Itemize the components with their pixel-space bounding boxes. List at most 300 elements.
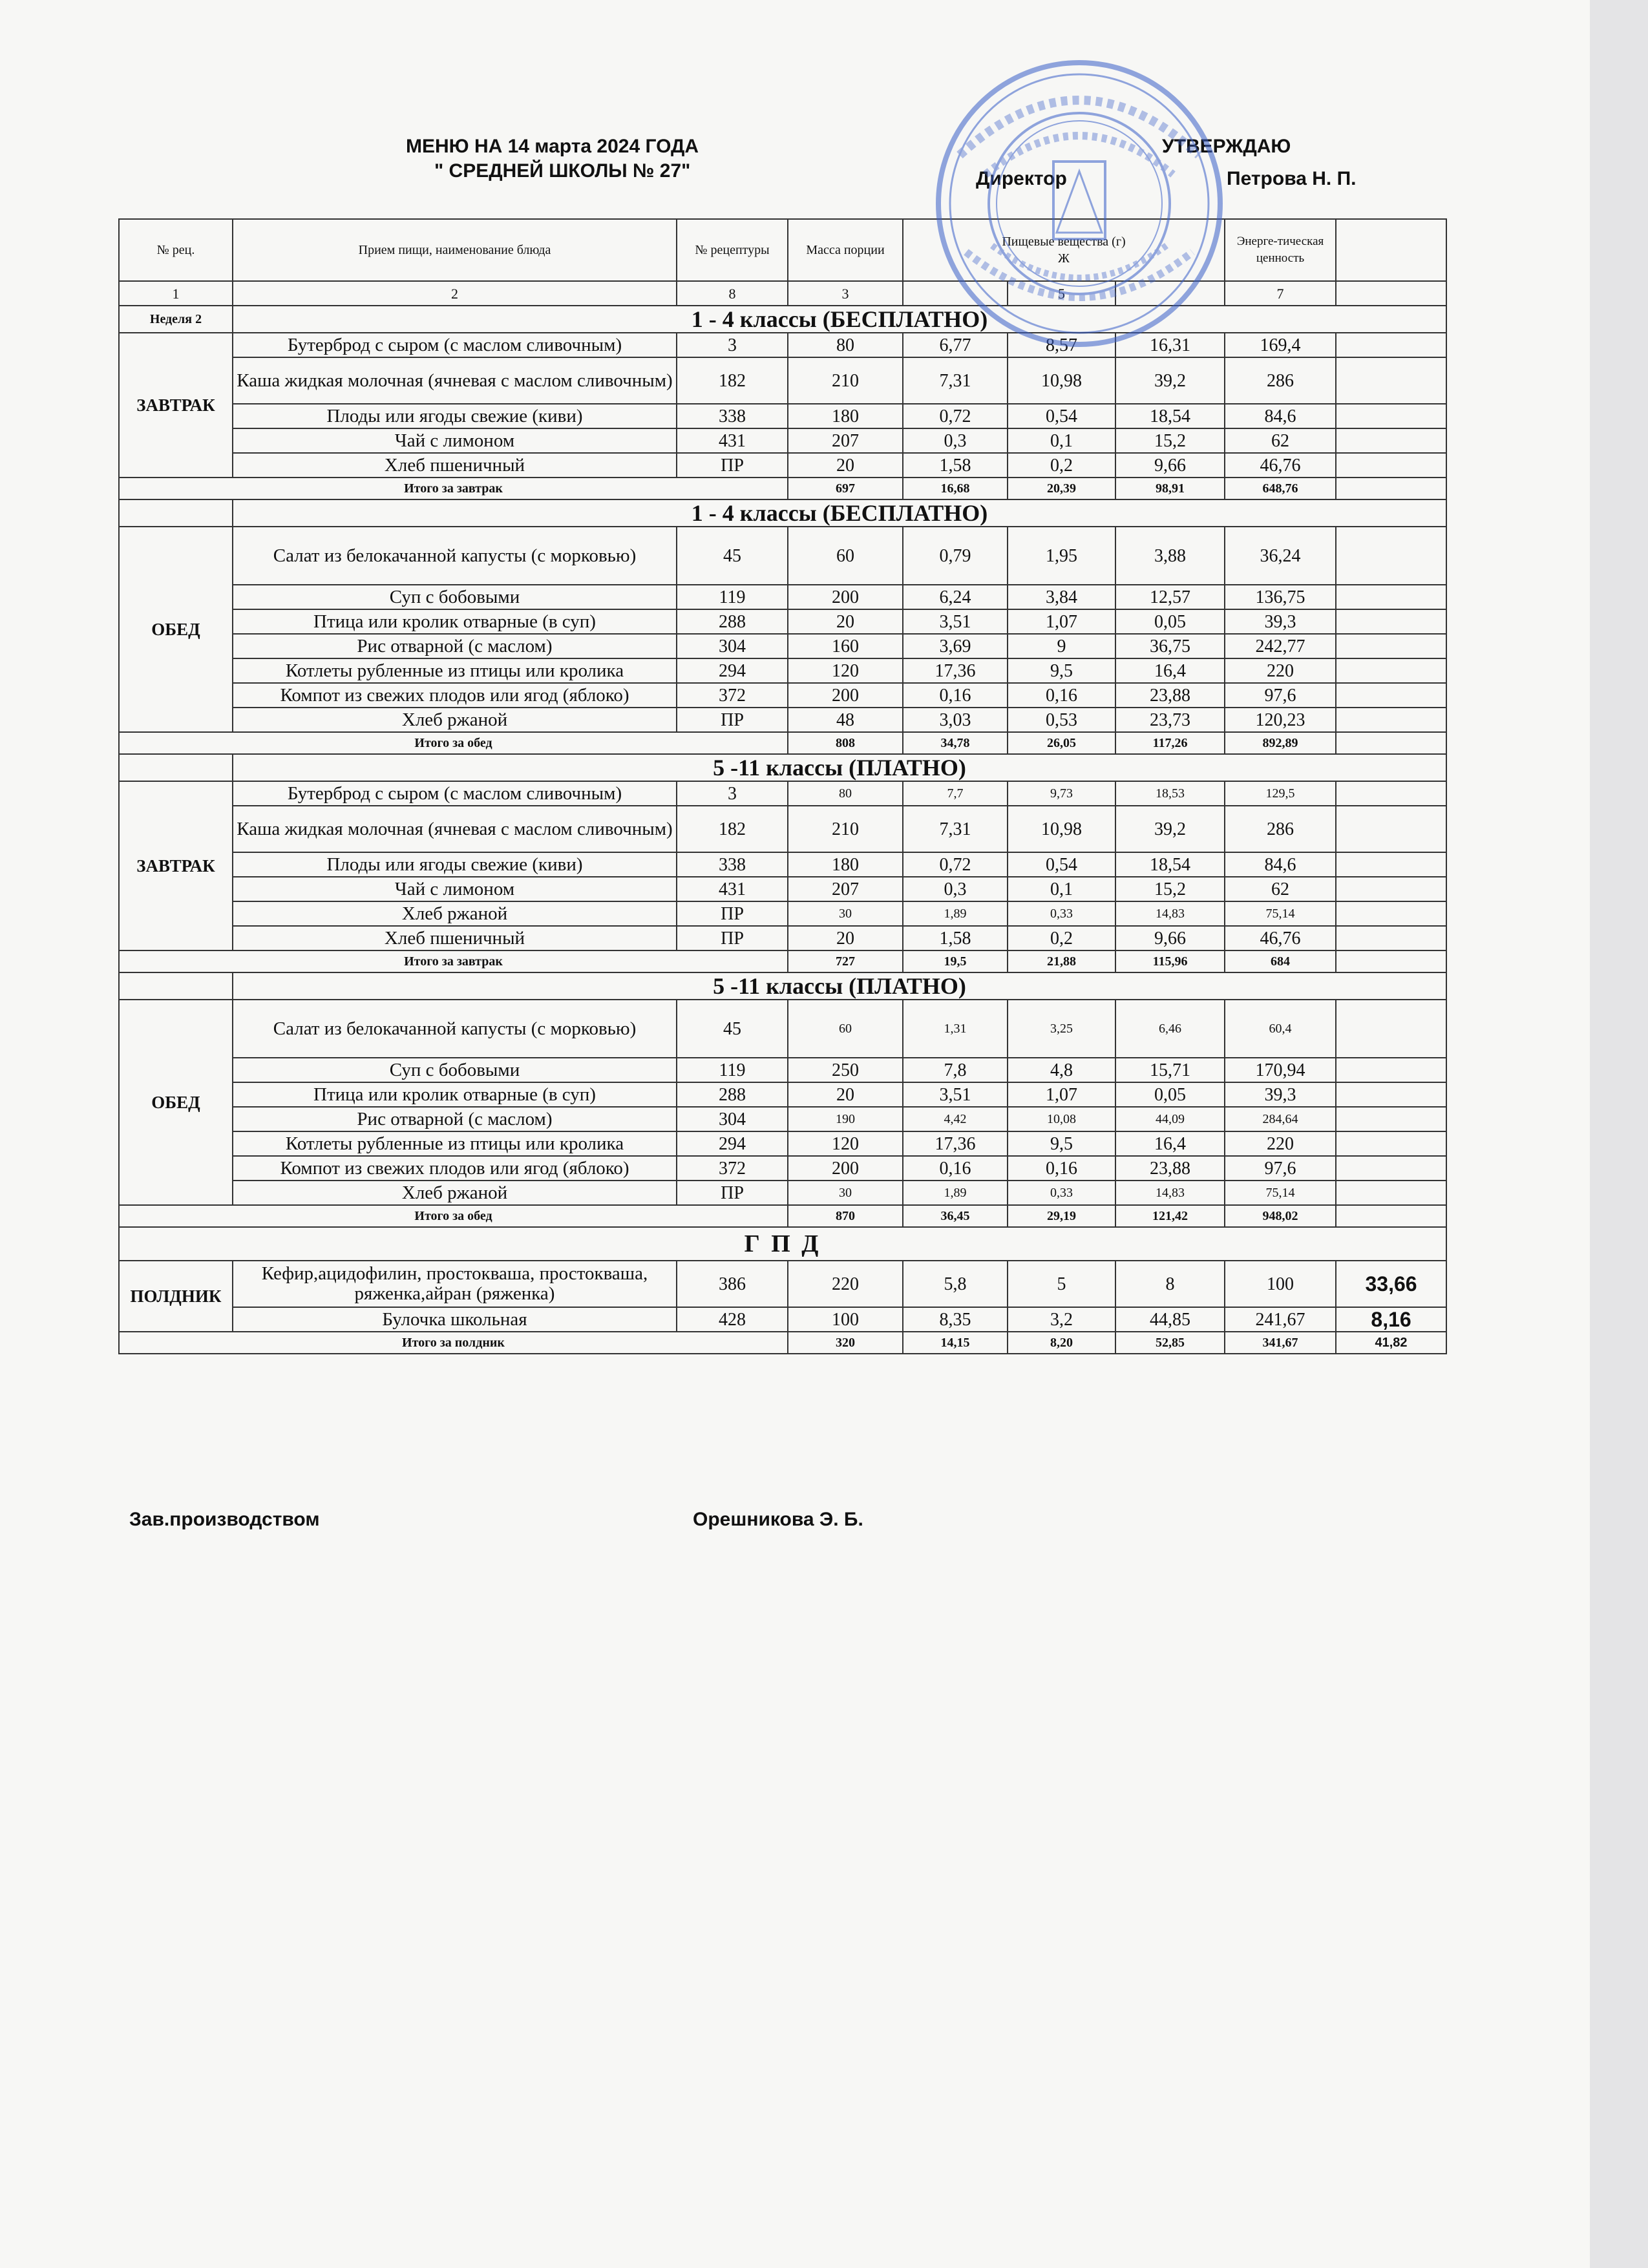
recipe-number: ПР <box>677 453 788 478</box>
protein: 1,58 <box>903 453 1008 478</box>
fat: 1,07 <box>1008 1082 1115 1107</box>
portion-mass: 100 <box>788 1307 903 1332</box>
total-protein: 19,5 <box>903 950 1008 972</box>
energy: 75,14 <box>1225 901 1336 926</box>
energy: 169,4 <box>1225 333 1336 357</box>
fat: 1,07 <box>1008 609 1115 634</box>
portion-mass: 48 <box>788 708 903 732</box>
col-header-energy: Энерге-тическая ценность <box>1225 219 1336 281</box>
recipe-number: 288 <box>677 1082 788 1107</box>
col-header-extra <box>1336 219 1446 281</box>
dish-name: Булочка школьная <box>233 1307 677 1332</box>
recipe-number: 3 <box>677 781 788 806</box>
energy: 97,6 <box>1225 683 1336 708</box>
col-num-9 <box>1336 281 1446 306</box>
recipe-number: 294 <box>677 1131 788 1156</box>
week-label: Неделя 2 <box>119 306 233 333</box>
portion-mass: 20 <box>788 926 903 950</box>
protein: 0,3 <box>903 877 1008 901</box>
recipe-number: 182 <box>677 357 788 404</box>
table-row <box>119 852 1446 877</box>
recipe-number: 304 <box>677 1107 788 1131</box>
protein: 3,69 <box>903 634 1008 658</box>
total-carbs: 52,85 <box>1115 1332 1225 1354</box>
protein: 3,51 <box>903 609 1008 634</box>
carbs: 18,54 <box>1115 404 1225 428</box>
price: 8,16 <box>1336 1307 1446 1332</box>
protein: 0,3 <box>903 428 1008 453</box>
col-num-8: 7 <box>1225 281 1336 306</box>
portion-mass: 20 <box>788 453 903 478</box>
dish-name: Бутерброд с сыром (с маслом сливочным) <box>233 781 677 806</box>
price-empty <box>1336 1131 1446 1156</box>
dish-name: Хлеб ржаной <box>233 1181 677 1205</box>
dish-name: Котлеты рубленные из птицы или кролика <box>233 1131 677 1156</box>
carbs: 39,2 <box>1115 357 1225 404</box>
carbs: 6,46 <box>1115 1000 1225 1058</box>
total-price-empty <box>1336 732 1446 754</box>
table-row <box>119 1082 1446 1107</box>
document-title: МЕНЮ НА 14 марта 2024 ГОДА <box>406 136 699 157</box>
recipe-number: 288 <box>677 609 788 634</box>
portion-mass: 30 <box>788 901 903 926</box>
total-fat: 21,88 <box>1008 950 1115 972</box>
carbs: 16,4 <box>1115 1131 1225 1156</box>
total-protein: 36,45 <box>903 1205 1008 1227</box>
price-empty <box>1336 781 1446 806</box>
price-empty <box>1336 926 1446 950</box>
fat: 0,53 <box>1008 708 1115 732</box>
carbs: 44,85 <box>1115 1307 1225 1332</box>
table-row <box>119 1181 1446 1205</box>
dish-name: Компот из свежих плодов или ягод (яблоко) <box>233 1156 677 1181</box>
protein: 3,51 <box>903 1082 1008 1107</box>
price-empty <box>1336 333 1446 357</box>
section-row <box>119 499 1446 527</box>
protein: 0,79 <box>903 527 1008 585</box>
carbs: 16,31 <box>1115 333 1225 357</box>
approval-label: УТВЕРЖДАЮ <box>1162 136 1291 157</box>
carbs: 18,54 <box>1115 852 1225 877</box>
table-row <box>119 658 1446 683</box>
meal-label: ОБЕД <box>119 527 233 732</box>
total-protein: 16,68 <box>903 478 1008 499</box>
carbs: 9,66 <box>1115 926 1225 950</box>
table-row <box>119 926 1446 950</box>
portion-mass: 207 <box>788 428 903 453</box>
fat: 10,08 <box>1008 1107 1115 1131</box>
energy: 46,76 <box>1225 926 1336 950</box>
table-row <box>119 527 1446 585</box>
price-empty <box>1336 806 1446 852</box>
nutrients-label: Пищевые вещества (г) <box>1002 235 1126 249</box>
section-spacer <box>119 972 233 1000</box>
portion-mass: 200 <box>788 683 903 708</box>
footer-role: Зав.производством <box>129 1509 320 1530</box>
portion-mass: 120 <box>788 658 903 683</box>
total-mass: 320 <box>788 1332 903 1354</box>
fat: 0,16 <box>1008 1156 1115 1181</box>
total-label: Итого за завтрак <box>119 478 788 499</box>
total-carbs: 121,42 <box>1115 1205 1225 1227</box>
fat: 0,33 <box>1008 1181 1115 1205</box>
table-row <box>119 585 1446 609</box>
total-fat: 29,19 <box>1008 1205 1115 1227</box>
table-row <box>119 1131 1446 1156</box>
dish-name: Птица или кролик отварные (в суп) <box>233 1082 677 1107</box>
price-empty <box>1336 1156 1446 1181</box>
fat: 0,1 <box>1008 428 1115 453</box>
dish-name: Рис отварной (с маслом) <box>233 1107 677 1131</box>
total-label: Итого за обед <box>119 1205 788 1227</box>
recipe-number: ПР <box>677 1181 788 1205</box>
fat: 0,54 <box>1008 852 1115 877</box>
price-empty <box>1336 877 1446 901</box>
gpd-title: Г П Д <box>119 1227 1446 1261</box>
protein: 4,42 <box>903 1107 1008 1131</box>
portion-mass: 200 <box>788 1156 903 1181</box>
fat: 4,8 <box>1008 1058 1115 1082</box>
table-row <box>119 1107 1446 1131</box>
energy: 100 <box>1225 1261 1336 1307</box>
recipe-number: 182 <box>677 806 788 852</box>
price-empty <box>1336 428 1446 453</box>
protein: 0,16 <box>903 1156 1008 1181</box>
section-title: 1 - 4 классы (БЕСПЛАТНО) <box>233 306 1446 333</box>
protein: 6,24 <box>903 585 1008 609</box>
total-price: 41,82 <box>1336 1332 1446 1354</box>
price-empty <box>1336 357 1446 404</box>
fat: 9,5 <box>1008 1131 1115 1156</box>
fat: 0,54 <box>1008 404 1115 428</box>
price-empty <box>1336 1181 1446 1205</box>
meal-label: ПОЛДНИК <box>119 1261 233 1332</box>
table-row <box>119 877 1446 901</box>
col-header-mass: Масса порции <box>788 219 903 281</box>
table-row <box>119 428 1446 453</box>
carbs: 15,2 <box>1115 428 1225 453</box>
total-row <box>119 1332 1446 1354</box>
portion-mass: 120 <box>788 1131 903 1156</box>
carbs: 23,88 <box>1115 1156 1225 1181</box>
fat: 0,1 <box>1008 877 1115 901</box>
total-label: Итого за полдник <box>119 1332 788 1354</box>
energy: 136,75 <box>1225 585 1336 609</box>
total-energy: 948,02 <box>1225 1205 1336 1227</box>
energy: 129,5 <box>1225 781 1336 806</box>
total-fat: 8,20 <box>1008 1332 1115 1354</box>
price-empty <box>1336 901 1446 926</box>
protein: 1,89 <box>903 1181 1008 1205</box>
table-row <box>119 634 1446 658</box>
total-energy: 892,89 <box>1225 732 1336 754</box>
section-title: 1 - 4 классы (БЕСПЛАТНО) <box>233 499 1446 527</box>
portion-mass: 200 <box>788 585 903 609</box>
price-empty <box>1336 453 1446 478</box>
protein: 8,35 <box>903 1307 1008 1332</box>
protein: 0,16 <box>903 683 1008 708</box>
price-empty <box>1336 404 1446 428</box>
portion-mass: 30 <box>788 1181 903 1205</box>
price-empty <box>1336 609 1446 634</box>
protein: 1,58 <box>903 926 1008 950</box>
total-carbs: 98,91 <box>1115 478 1225 499</box>
dish-name: Салат из белокачанной капусты (с морковью) <box>233 527 677 585</box>
table-row <box>119 609 1446 634</box>
recipe-number: 45 <box>677 1000 788 1058</box>
price-empty <box>1336 1082 1446 1107</box>
dish-name: Каша жидкая молочная (ячневая с маслом сливочным) <box>233 357 677 404</box>
total-fat: 20,39 <box>1008 478 1115 499</box>
col-num-2: 2 <box>233 281 677 306</box>
total-price-empty <box>1336 950 1446 972</box>
energy: 39,3 <box>1225 1082 1336 1107</box>
director-label: Директор <box>976 168 1067 189</box>
meal-label: ОБЕД <box>119 1000 233 1205</box>
total-row <box>119 950 1446 972</box>
carbs: 14,83 <box>1115 901 1225 926</box>
recipe-number: 431 <box>677 877 788 901</box>
dish-name: Каша жидкая молочная (ячневая с маслом сливочным) <box>233 806 677 852</box>
col-header-num: № рец. <box>119 219 233 281</box>
fat: 0,33 <box>1008 901 1115 926</box>
carbs: 0,05 <box>1115 609 1225 634</box>
carbs: 14,83 <box>1115 1181 1225 1205</box>
table-row <box>119 1156 1446 1181</box>
total-label: Итого за завтрак <box>119 950 788 972</box>
carbs: 36,75 <box>1115 634 1225 658</box>
portion-mass: 180 <box>788 852 903 877</box>
total-carbs: 117,26 <box>1115 732 1225 754</box>
section-row <box>119 306 1446 333</box>
dish-name: Кефир,ацидофилин, простокваша, простокваша, ряженка,айран (ряженка) <box>233 1261 677 1307</box>
protein: 0,72 <box>903 404 1008 428</box>
total-energy: 648,76 <box>1225 478 1336 499</box>
fat: 9 <box>1008 634 1115 658</box>
dish-name: Хлеб пшеничный <box>233 926 677 950</box>
portion-mass: 20 <box>788 1082 903 1107</box>
total-mass: 697 <box>788 478 903 499</box>
fat: 0,2 <box>1008 926 1115 950</box>
carbs: 15,2 <box>1115 877 1225 901</box>
protein: 17,36 <box>903 1131 1008 1156</box>
dish-name: Хлеб ржаной <box>233 708 677 732</box>
carbs: 0,05 <box>1115 1082 1225 1107</box>
energy: 84,6 <box>1225 404 1336 428</box>
carbs: 23,73 <box>1115 708 1225 732</box>
price-empty <box>1336 527 1446 585</box>
col-num-6: 5 <box>1008 281 1115 306</box>
table-row <box>119 453 1446 478</box>
recipe-number: 119 <box>677 585 788 609</box>
section-title: 5 -11 классы (ПЛАТНО) <box>233 972 1446 1000</box>
table-row <box>119 1307 1446 1332</box>
protein: 7,8 <box>903 1058 1008 1082</box>
table-row <box>119 404 1446 428</box>
dish-name: Чай с лимоном <box>233 428 677 453</box>
recipe-number: 428 <box>677 1307 788 1332</box>
protein: 7,7 <box>903 781 1008 806</box>
carbs: 15,71 <box>1115 1058 1225 1082</box>
energy: 62 <box>1225 877 1336 901</box>
energy: 220 <box>1225 658 1336 683</box>
recipe-number: 338 <box>677 852 788 877</box>
dish-name: Суп с бобовыми <box>233 585 677 609</box>
energy: 241,67 <box>1225 1307 1336 1332</box>
total-row <box>119 1205 1446 1227</box>
dish-name: Рис отварной (с маслом) <box>233 634 677 658</box>
fat: 9,73 <box>1008 781 1115 806</box>
portion-mass: 80 <box>788 333 903 357</box>
protein: 7,31 <box>903 357 1008 404</box>
section-spacer <box>119 499 233 527</box>
fat: 3,25 <box>1008 1000 1115 1058</box>
energy: 286 <box>1225 806 1336 852</box>
price-empty <box>1336 683 1446 708</box>
recipe-number: 294 <box>677 658 788 683</box>
recipe-number: ПР <box>677 901 788 926</box>
col-num-3: 8 <box>677 281 788 306</box>
fat: 3,2 <box>1008 1307 1115 1332</box>
dish-name: Птица или кролик отварные (в суп) <box>233 609 677 634</box>
official-stamp <box>921 58 1238 349</box>
director-name: Петрова Н. П. <box>1227 168 1357 189</box>
recipe-number: 431 <box>677 428 788 453</box>
section-row <box>119 972 1446 1000</box>
carbs: 23,88 <box>1115 683 1225 708</box>
price-empty <box>1336 634 1446 658</box>
dish-name: Компот из свежих плодов или ягод (яблоко) <box>233 683 677 708</box>
fat: 1,95 <box>1008 527 1115 585</box>
total-energy: 684 <box>1225 950 1336 972</box>
portion-mass: 20 <box>788 609 903 634</box>
dish-name: Хлеб пшеничный <box>233 453 677 478</box>
fat: 5 <box>1008 1261 1115 1307</box>
total-carbs: 115,96 <box>1115 950 1225 972</box>
protein: 6,77 <box>903 333 1008 357</box>
fat: 10,98 <box>1008 357 1115 404</box>
total-fat: 26,05 <box>1008 732 1115 754</box>
energy: 220 <box>1225 1131 1336 1156</box>
dish-name: Чай с лимоном <box>233 877 677 901</box>
total-label: Итого за обед <box>119 732 788 754</box>
protein: 5,8 <box>903 1261 1008 1307</box>
table-row <box>119 1058 1446 1082</box>
carbs: 9,66 <box>1115 453 1225 478</box>
protein: 3,03 <box>903 708 1008 732</box>
total-price-empty <box>1336 478 1446 499</box>
scan-edge <box>1590 0 1648 2268</box>
table-row <box>119 1261 1446 1307</box>
table-row <box>119 806 1446 852</box>
fat: 0,2 <box>1008 453 1115 478</box>
energy: 84,6 <box>1225 852 1336 877</box>
recipe-number: 119 <box>677 1058 788 1082</box>
dish-name: Плоды или ягоды свежие (киви) <box>233 852 677 877</box>
price-empty <box>1336 708 1446 732</box>
portion-mass: 160 <box>788 634 903 658</box>
total-protein: 34,78 <box>903 732 1008 754</box>
total-protein: 14,15 <box>903 1332 1008 1354</box>
meal-label: ЗАВТРАК <box>119 333 233 478</box>
energy: 62 <box>1225 428 1336 453</box>
carbs: 12,57 <box>1115 585 1225 609</box>
energy: 46,76 <box>1225 453 1336 478</box>
dish-name: Хлеб ржаной <box>233 901 677 926</box>
section-row <box>119 1227 1446 1261</box>
energy: 36,24 <box>1225 527 1336 585</box>
energy: 39,3 <box>1225 609 1336 634</box>
dish-name: Суп с бобовыми <box>233 1058 677 1082</box>
carbs: 3,88 <box>1115 527 1225 585</box>
menu-table <box>118 218 1447 1354</box>
price-empty <box>1336 1058 1446 1082</box>
recipe-number: 372 <box>677 683 788 708</box>
price-empty <box>1336 1107 1446 1131</box>
portion-mass: 60 <box>788 1000 903 1058</box>
total-energy: 341,67 <box>1225 1332 1336 1354</box>
fat: 9,5 <box>1008 658 1115 683</box>
portion-mass: 207 <box>788 877 903 901</box>
meal-label: ЗАВТРАК <box>119 781 233 950</box>
total-price-empty <box>1336 1205 1446 1227</box>
recipe-number: ПР <box>677 926 788 950</box>
dish-name: Котлеты рубленные из птицы или кролика <box>233 658 677 683</box>
protein: 17,36 <box>903 658 1008 683</box>
portion-mass: 210 <box>788 357 903 404</box>
portion-mass: 250 <box>788 1058 903 1082</box>
table-row <box>119 901 1446 926</box>
portion-mass: 210 <box>788 806 903 852</box>
total-row <box>119 732 1446 754</box>
recipe-number: 3 <box>677 333 788 357</box>
table-row <box>119 683 1446 708</box>
table-row <box>119 333 1446 357</box>
energy: 60,4 <box>1225 1000 1336 1058</box>
carbs: 8 <box>1115 1261 1225 1307</box>
protein: 1,31 <box>903 1000 1008 1058</box>
table-row <box>119 781 1446 806</box>
portion-mass: 220 <box>788 1261 903 1307</box>
price-empty <box>1336 658 1446 683</box>
recipe-number: 372 <box>677 1156 788 1181</box>
protein: 0,72 <box>903 852 1008 877</box>
carbs: 39,2 <box>1115 806 1225 852</box>
col-header-name: Прием пищи, наименование блюда <box>233 219 677 281</box>
energy: 120,23 <box>1225 708 1336 732</box>
carbs: 18,53 <box>1115 781 1225 806</box>
portion-mass: 60 <box>788 527 903 585</box>
recipe-number: ПР <box>677 708 788 732</box>
fat: 3,84 <box>1008 585 1115 609</box>
col-num-4: 3 <box>788 281 903 306</box>
fat: 10,98 <box>1008 806 1115 852</box>
portion-mass: 190 <box>788 1107 903 1131</box>
protein: 7,31 <box>903 806 1008 852</box>
col-num-1: 1 <box>119 281 233 306</box>
dish-name: Бутерброд с сыром (с маслом сливочным) <box>233 333 677 357</box>
energy: 97,6 <box>1225 1156 1336 1181</box>
energy: 75,14 <box>1225 1181 1336 1205</box>
school-name: " СРЕДНЕЙ ШКОЛЫ № 27" <box>434 160 691 182</box>
price-empty <box>1336 852 1446 877</box>
col-header-recipe: № рецептуры <box>677 219 788 281</box>
price: 33,66 <box>1336 1261 1446 1307</box>
recipe-number: 45 <box>677 527 788 585</box>
footer-name: Орешникова Э. Б. <box>693 1509 863 1530</box>
protein: 1,89 <box>903 901 1008 926</box>
section-spacer <box>119 754 233 781</box>
